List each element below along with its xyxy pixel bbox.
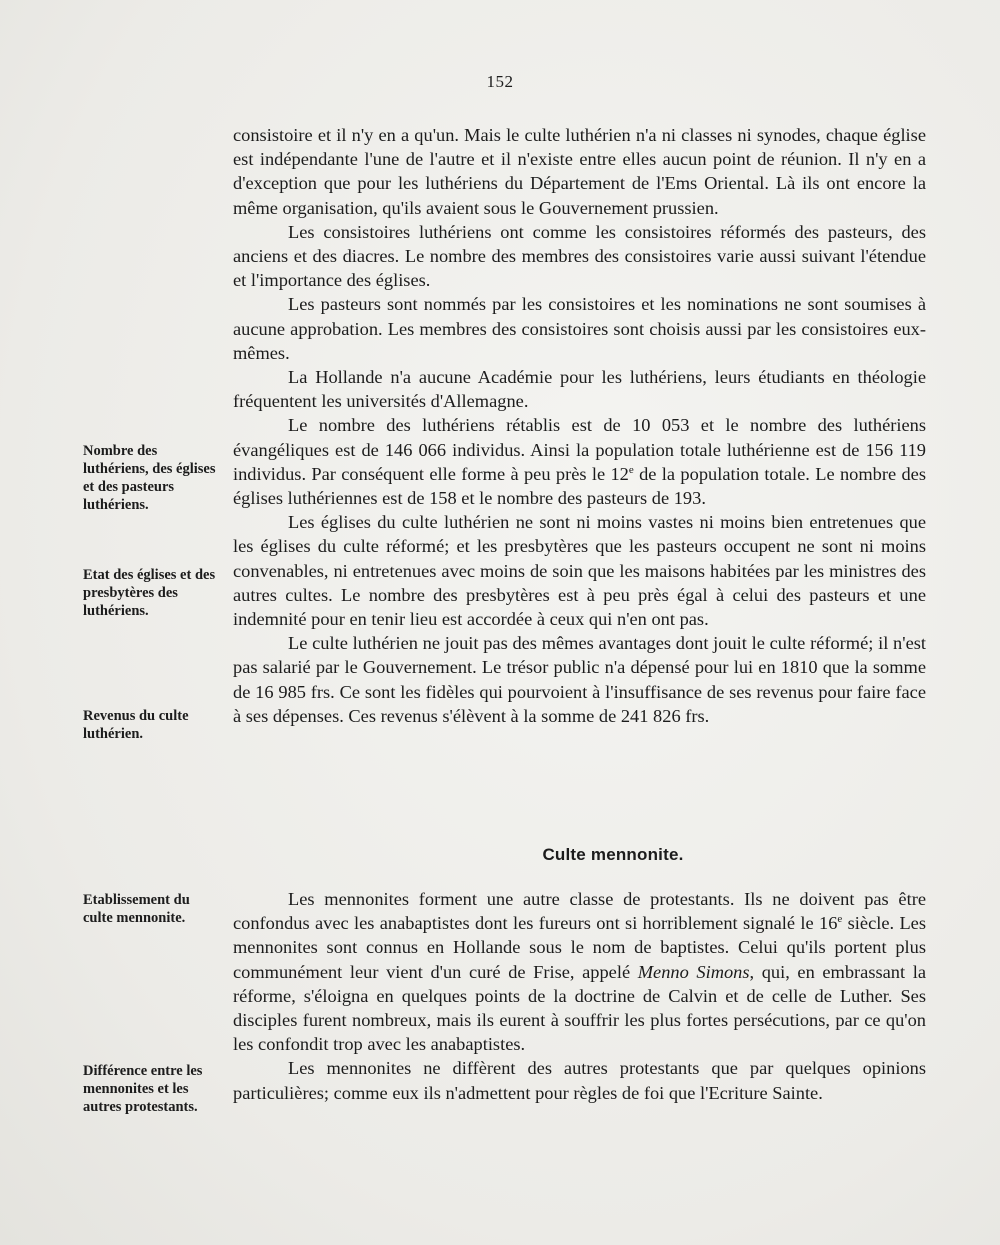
paragraph: La Hollande n'a aucune Académie pour les luthériens, leurs étudiants en théologie fréquentent les universités d'Allemagne.	[233, 367, 926, 412]
superscript: e	[837, 913, 843, 926]
margin-note: Revenus du culte luthérien.	[83, 708, 189, 742]
italic-name: Menno Simons	[637, 961, 750, 982]
margin-note: Différence entre les mennonites et les autres protestants.	[83, 1063, 203, 1115]
paragraph: Les églises du culte luthérien ne sont ni moins vastes ni moins bien entretenues que les églises du culte réformé; et les presbytères que les pasteurs occupent ne sont ni moins convenables, ni entretenues avec moins de soin que les maisons habitées par les ministres des autres cultes. Le nombre des presbytères est à peu près égal à celui des pasteurs et une indemnité pour en tenir lieu est accordée à ceux qui n'en ont pas.	[233, 512, 926, 630]
paragraph	[233, 887, 926, 1056]
main-text-mennonite	[233, 887, 926, 1105]
text-run: de la population totale. Le nombre des églises luthériennes est de 158 et le nombre des pasteurs de 193.	[233, 463, 926, 509]
text-run: Le nombre des luthériens rétablis est de 10 053 et le nombre des luthériens évangéliques est de 146 066 individus. Ainsi la population totale luthérienne est de 156 119 individus. Par conséquent elle forme à peu près le 12	[233, 415, 926, 484]
superscript: e	[628, 463, 634, 476]
text-run: Les mennonites forment une autre classe de protestants. Ils ne doivent pas être confondus avec les anabaptistes dont les fureurs ont si horriblement signalé le 16	[233, 889, 926, 934]
section-heading: Culte mennonite.	[542, 845, 684, 864]
margin-note: Nombre des luthériens, des églises et des pasteurs luthériens.	[83, 443, 216, 513]
paragraph	[233, 413, 926, 510]
paragraph: consistoire et il n'y en a qu'un. Mais le culte luthérien n'a ni classes ni synodes, chaque église est indépendante l'une de l'autre et il n'existe entre elles aucun point de réunion. Il n'y en a d'exception que pour les luthériens du Département de l'Ems Oriental. Là ils ont encore la même organisation, qu'ils avaient sous le Gouvernement prussien.	[233, 125, 926, 218]
page-number: 152	[486, 72, 514, 91]
margin-note: Etablissement du culte mennonite.	[83, 892, 190, 926]
text-run: siècle. Les mennonites sont connus en Hollande sous le nom de baptistes. Celui qu'ils portent plus communément leur vient d'un curé de Frise, appelé	[233, 913, 926, 982]
paragraph: Le culte luthérien ne jouit pas des mêmes avantages dont jouit le culte réformé; il n'est pas salarié par le Gouvernement. Le trésor public n'a dépensé pour lui en 1810 que la somme de 16 985 frs. Ce sont les fidèles qui pourvoient à l'insuffisance de ses revenus pour faire face à ses dépenses. Ces revenus s'élèvent à la somme de 241 826 frs.	[233, 633, 926, 726]
paragraph: Les consistoires luthériens ont comme les consistoires réformés des pasteurs, des anciens et des diacres. Le nombre des membres des consistoires varie aussi suivant l'étendue et l'importance des églises.	[233, 221, 926, 291]
main-text-lutheran	[233, 123, 926, 728]
paragraph: Les pasteurs sont nommés par les consistoires et les nominations ne sont soumises à aucune approbation. Les membres des consistoires sont choisis aussi par les consistoires eux-mêmes.	[233, 294, 926, 363]
text-run: , qui, en embrassant la réforme, s'éloigna en quelques points de la doctrine de Calvin et de celle de Luther. Ses disciples furent nombreux, mais ils eurent à souffrir les plus fortes persécutions, par ce qu'on les confondit trop avec les anabaptistes.	[233, 961, 926, 1055]
margin-note: Etat des églises et des presbytères des luthériens.	[83, 567, 216, 619]
paragraph: Les mennonites ne diffèrent des autres protestants que par quelques opinions particulières; comme eux ils n'admettent pour règles de foi que l'Ecriture Sainte.	[233, 1058, 926, 1103]
